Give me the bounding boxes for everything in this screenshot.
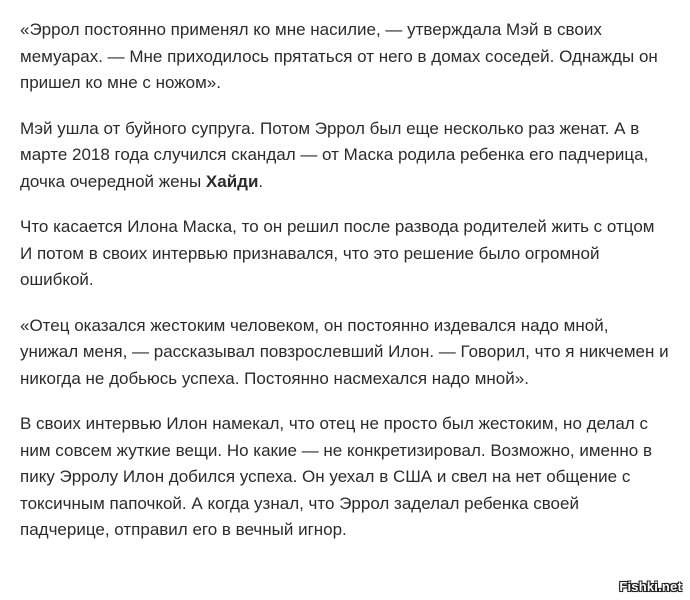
watermark-logo: Fishki.net <box>619 579 682 594</box>
paragraph-1: «Эррол постоянно применял ко мне насилие, — утверждала Мэй в своих мемуарах. — Мне приходилось прятаться от него в домах соседей. Однажды он пришел ко мне с ножом». <box>20 20 658 92</box>
paragraph-2-text: Мэй ушла от буйного супруга. Потом Эррол был еще несколько раз женат. А в марте 2018 года случился скандал — от Маска родила ребенка его падчерица, дочка очередной жены <box>20 118 649 191</box>
paragraph-3: Что касается Илона Маска, то он решил после развода родителей жить с отцом И потом в своих интервью признавался, что это решение было огромной ошибкой. <box>20 217 655 289</box>
paragraph-4: «Отец оказался жестоким человеком, он постоянно издевался надо мной, унижал меня, — рассказывал повзрослевший Илон. — Говорил, что я никчемен и никогда не добьюсь успеха. Постоянно насмехался надо мной». <box>20 315 669 388</box>
bold-name-haidi: Хайди <box>205 171 259 191</box>
paragraph-2 <box>20 116 670 196</box>
paragraph-5: В своих интервью Илон намекал, что отец не просто был жестоким, но делал с ним совсем жуткие вещи. Но какие — не конкретизировал. Возможно, именно в пику Эрролу Илон добился успеха. Он уехал в США и свел на нет общение с токсичным папочкой. А когда узнал, что Эррол заделал ребенка своей падчерице, отправил его в вечный игнор. <box>20 414 652 539</box>
paragraph-2-end: . <box>258 171 264 191</box>
